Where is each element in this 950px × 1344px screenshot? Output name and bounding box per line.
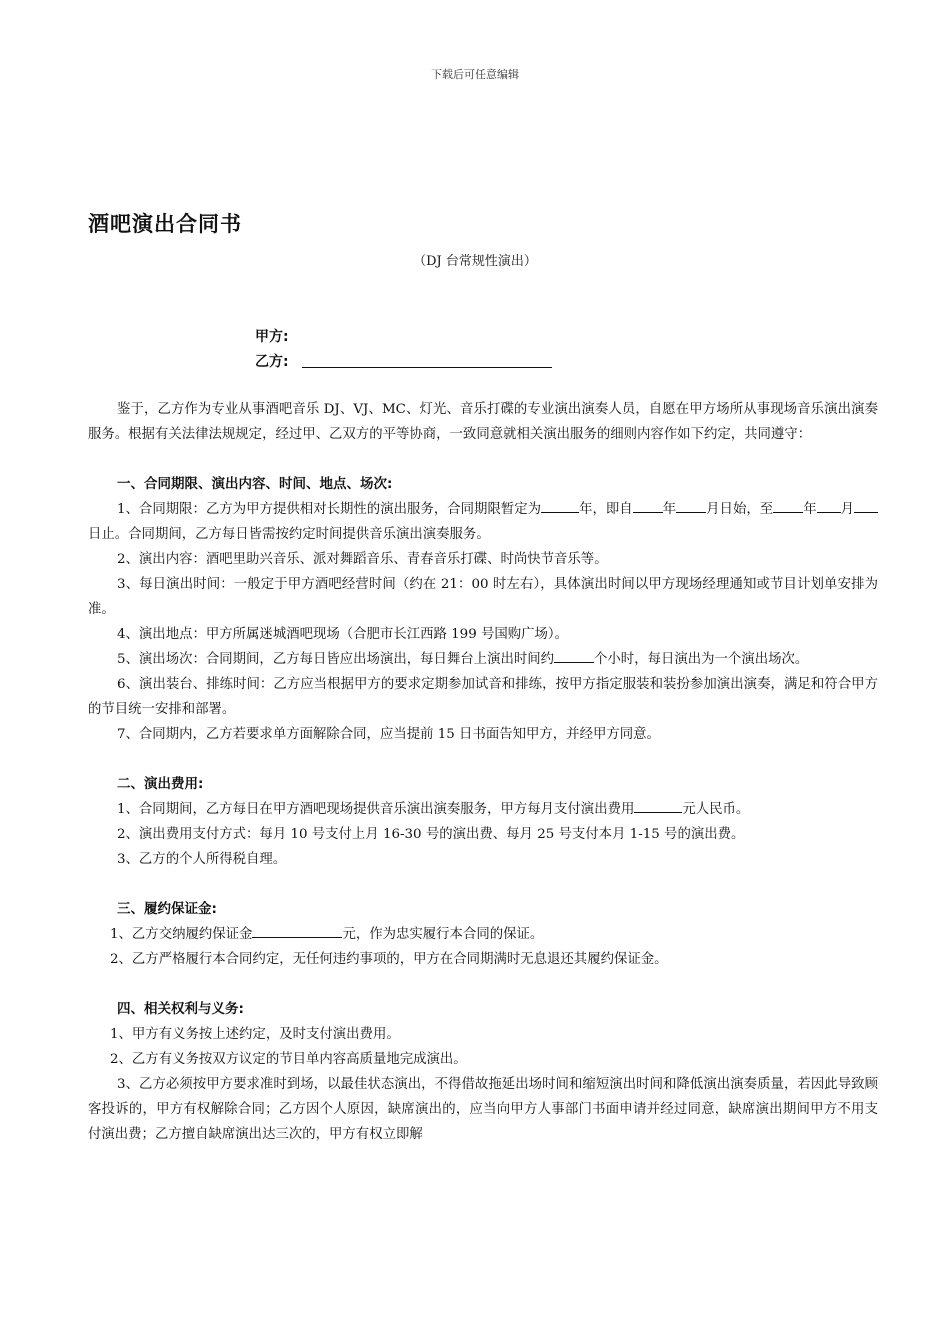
blank-field bbox=[817, 498, 841, 513]
section-heading-fees: 二、演出费用: bbox=[117, 776, 204, 792]
clause-1-4: 4、演出地点：甲方所属迷城酒吧现场（合肥市长江西路 199 号国购广场）。 bbox=[117, 627, 568, 642]
clause-text: 日止。合同期间，乙方每日皆需按约定时间提供音乐演出演奏服务。 bbox=[88, 527, 490, 542]
section-heading-deposit: 三、履约保证金: bbox=[117, 901, 217, 917]
clause-1-7: 7、合同期内，乙方若要求单方面解除合同，应当提前 15 日书面告知甲方，并经甲方同意。 bbox=[117, 727, 660, 742]
clause-1-3: 3、每日演出时间：一般定于甲方酒吧经营时间（约在 21：00 时左右），具体演出时间以甲方现场经理通知或节目计划单安排为准。 bbox=[88, 577, 878, 617]
blank-field bbox=[633, 498, 663, 513]
clause-text: 年 bbox=[662, 502, 677, 517]
clause-text: 元，作为忠实履行本合同的保证。 bbox=[342, 927, 544, 942]
clause-1-6: 6、演出装台、排练时间：乙方应当根据甲方的要求定期参加试音和排练，按甲方指定服装和装扮参加演出演奏，满足和符合甲方的节目统一安排和部署。 bbox=[88, 677, 878, 717]
blank-field bbox=[541, 498, 579, 513]
section-heading-rights: 四、相关权利与义务: bbox=[117, 1001, 244, 1017]
clause-4-3: 3、乙方必须按甲方要求准时到场，以最佳状态演出，不得借故拖延出场时间和缩短演出时间和降低演出演奏质量，若因此导致顾客投诉的，甲方有权解除合同；乙方因个人原因，缺席演出的，应当向甲方人事部门书面申请并经过同意，缺席演出期间甲方不用支付演出费；乙方擅自缺席演出达三次的，甲方有权立即解 bbox=[88, 1077, 878, 1142]
clause-4-2: 2、乙方有义务按双方议定的节目单内容高质量地完成演出。 bbox=[110, 1052, 467, 1067]
clause-2-3: 3、乙方的个人所得税自理。 bbox=[117, 852, 287, 867]
clause-text: 5、演出场次：合同期间，乙方每日皆应出场演出，每日舞台上演出时间约 bbox=[117, 652, 555, 667]
blank-field bbox=[854, 498, 878, 513]
clause-3-1 bbox=[88, 922, 878, 947]
clause-text: 月 bbox=[840, 502, 855, 517]
clause-4-1: 1、甲方有义务按上述约定，及时支付演出费用。 bbox=[110, 1027, 400, 1042]
clause-text: 1、合同期限：乙方为甲方提供相对长期性的演出服务，合同期限暂定为 bbox=[117, 502, 542, 517]
clause-1-5 bbox=[88, 647, 878, 672]
party-b-blank-line bbox=[302, 367, 552, 368]
contract-body bbox=[88, 397, 878, 1147]
document-title: 酒吧演出合同书 bbox=[88, 212, 242, 236]
blank-field bbox=[773, 498, 803, 513]
clause-text: 年 bbox=[803, 502, 817, 517]
clause-text: 个小时，每日演出为一个演出场次。 bbox=[594, 652, 809, 667]
clause-text: 元人民币。 bbox=[682, 802, 750, 817]
clause-1-1 bbox=[88, 497, 878, 547]
clause-text: 年，即自 bbox=[579, 502, 633, 517]
blank-field bbox=[554, 648, 594, 663]
document-subtitle: （DJ 台常规性演出） bbox=[413, 254, 537, 269]
blank-field bbox=[252, 923, 342, 938]
clause-3-2: 2、乙方严格履行本合同约定，无任何违约事项的，甲方在合同期满时无息退还其履约保证金。 bbox=[110, 952, 668, 967]
section-heading-term: 一、合同期限、演出内容、时间、地点、场次: bbox=[117, 476, 393, 492]
header-note: 下载后可任意编辑 bbox=[431, 68, 519, 81]
blank-field bbox=[634, 798, 682, 813]
clause-text: 月日始，至 bbox=[706, 502, 774, 517]
preamble: 鉴于，乙方作为专业从事酒吧音乐 DJ、VJ、MC、灯光、音乐打碟的专业演出演奏人员，自愿在甲方场所从事现场音乐演出演奏服务。根据有关法律法规规定，经过甲、乙双方的平等协商，一致同意就相关演出服务的细则内容作如下约定，共同遵守： bbox=[88, 402, 878, 442]
clause-1-2: 2、演出内容：酒吧里助兴音乐、派对舞蹈音乐、青春音乐打碟、时尚快节音乐等。 bbox=[117, 552, 608, 567]
clause-text: 1、合同期间，乙方每日在甲方酒吧现场提供音乐演出演奏服务，甲方每月支付演出费用 bbox=[117, 802, 635, 817]
clause-2-1 bbox=[88, 797, 878, 822]
clause-text: 1、乙方交纳履约保证金 bbox=[110, 927, 253, 942]
blank-field bbox=[676, 498, 706, 513]
clause-2-2: 2、演出费用支付方式：每月 10 号支付上月 16-30 号的演出费、每月 25 号支付本月 1-15 号的演出费。 bbox=[117, 827, 745, 842]
party-a-label: 甲方: bbox=[255, 329, 289, 345]
party-b-label: 乙方: bbox=[255, 354, 289, 370]
